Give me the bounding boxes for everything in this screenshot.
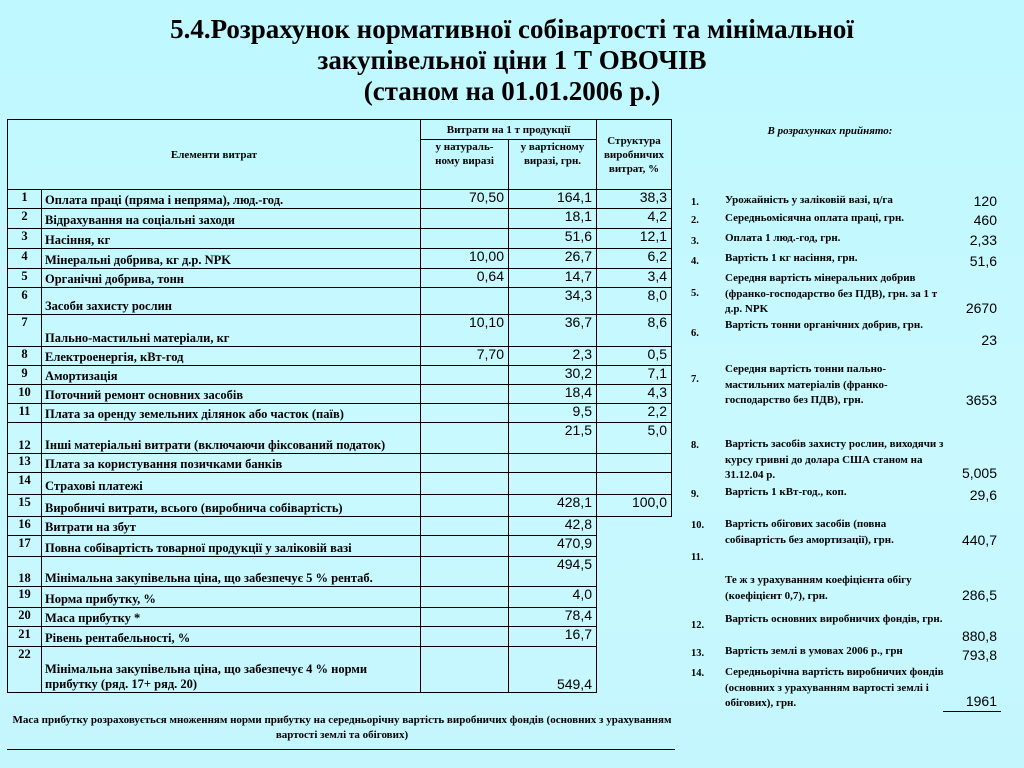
table-row [8, 315, 672, 347]
row-number: 19 [8, 587, 42, 608]
table-row [8, 229, 672, 249]
row-percent: 8,0 [597, 288, 672, 315]
table-row [8, 557, 672, 587]
row-name: Поточний ремонт основних засобів [42, 385, 421, 404]
row-percent: 38,3 [597, 190, 672, 209]
side-item-number: 12. [691, 620, 705, 631]
title-line-1: 5.4.Розрахунок нормативної собівартості та мінімальної [170, 14, 854, 44]
row-value: 18,1 [509, 209, 597, 229]
row-name: Норма прибутку, % [42, 587, 421, 608]
row-number: 7 [8, 315, 42, 347]
row-value: 34,3 [509, 288, 597, 315]
title-line-3: (станом на 01.01.2006 р.) [363, 76, 661, 106]
row-name: Плата за користування позичками банків [42, 454, 421, 473]
row-natural [421, 423, 509, 454]
table-row [8, 366, 672, 385]
row-number: 13 [8, 454, 42, 473]
side-item-label: Середньорічна вартість виробничих фондів (основних з урахуванням вартості землі і обігових), грн. [725, 666, 944, 709]
row-value: 549,4 [509, 647, 597, 693]
row-name: Амортизація [42, 366, 421, 385]
row-percent: 8,6 [597, 315, 672, 347]
row-number: 12 [8, 423, 42, 454]
table-row [8, 536, 672, 557]
side-item-label: Вартість землі в умовах 2006 р., грн [725, 645, 903, 657]
table-row [8, 269, 672, 288]
row-number: 8 [8, 347, 42, 366]
row-value: 16,7 [509, 627, 597, 647]
side-item-number: 3. [691, 236, 699, 247]
row-percent: 12,1 [597, 229, 672, 249]
row-natural [421, 288, 509, 315]
row-value: 18,4 [509, 385, 597, 404]
header-costs-per-t: Витрати на 1 т продукції [421, 120, 597, 140]
row-natural [421, 517, 509, 536]
table-row [8, 190, 672, 209]
side-item-label: Середня вартість мінеральних добрив (франко-господарство без ПДВ), грн. за 1 т д.р. NPK [725, 272, 938, 315]
row-number: 14 [8, 473, 42, 495]
side-item-value: 120 [973, 193, 997, 209]
table-row [8, 209, 672, 229]
row-name: Пально-мастильні матеріали, кг [42, 315, 421, 347]
side-item-label: Вартість основних виробничих фондів, грн. [725, 613, 943, 625]
row-number: 2 [8, 209, 42, 229]
row-percent: 6,2 [597, 249, 672, 269]
row-value: 78,4 [509, 608, 597, 627]
side-item-number: 8. [691, 440, 699, 451]
row-percent: 4,2 [597, 209, 672, 229]
row-number: 6 [8, 288, 42, 315]
table-row [8, 423, 672, 454]
side-item-value: 29,6 [969, 487, 997, 503]
row-value: 494,5 [509, 557, 597, 587]
row-percent: 7,1 [597, 366, 672, 385]
table-row [8, 385, 672, 404]
table-row [8, 347, 672, 366]
row-natural [421, 608, 509, 627]
side-item-label: Вартість 1 кВт-год., коп. [725, 486, 847, 498]
row-value: 21,5 [509, 423, 597, 454]
table-row [8, 495, 672, 517]
row-percent: 0,5 [597, 347, 672, 366]
row-value: 36,7 [509, 315, 597, 347]
row-name: Плата за оренду земельних ділянок або часток (паїв) [42, 404, 421, 423]
side-item-value: 793,8 [961, 647, 997, 663]
page-title [0, 14, 1024, 107]
row-number: 10 [8, 385, 42, 404]
header-structure: Структура виробничих витрат, % [597, 120, 672, 190]
row-value: 4,0 [509, 587, 597, 608]
side-title: В розрахунках прийнято: [767, 125, 893, 137]
row-name: Маса прибутку * [42, 608, 421, 627]
row-natural: 70,50 [421, 190, 509, 209]
row-natural: 10,10 [421, 315, 509, 347]
table-row [8, 473, 672, 495]
side-item-label: Вартість обігових засобів (повна собівартість без амортизації), грн. [725, 518, 894, 546]
side-item-label: Вартість тонни органічних добрив, грн. [725, 319, 923, 331]
row-name: Інші матеріальні витрати (включаючи фіксований податок) [42, 423, 421, 454]
row-name: Виробничі витрати, всього (виробнича собівартість) [42, 495, 421, 517]
row-value: 42,8 [509, 517, 597, 536]
side-item-number: 7. [691, 374, 699, 385]
row-natural [421, 587, 509, 608]
row-number: 18 [8, 557, 42, 587]
header-value: у вартісному виразі, грн. [509, 140, 597, 190]
row-natural [421, 627, 509, 647]
row-value: 470,9 [509, 536, 597, 557]
table-row [8, 288, 672, 315]
side-item-number: 9. [691, 489, 699, 500]
footnote: Маса прибутку розраховується множенням норми прибутку на середньорічну вартість виробничих фондів (основних з урахуванням вартості землі та обігових) [12, 714, 672, 741]
row-name: Відрахування на соціальні заходи [42, 209, 421, 229]
side-item-value: 286,5 [961, 587, 997, 603]
side-item-label: Середня вартість тонни пально-мастильних матеріалів (франко-господарство без ПДВ), грн. [725, 363, 888, 406]
side-item-label: Вартість 1 кг насіння, грн. [725, 252, 858, 264]
row-value: 2,3 [509, 347, 597, 366]
row-natural [421, 454, 509, 473]
side-item-value: 23 [981, 332, 997, 348]
row-value: 14,7 [509, 269, 597, 288]
row-number: 11 [8, 404, 42, 423]
cost-table-body [8, 120, 672, 693]
row-value: 51,6 [509, 229, 597, 249]
row-percent [597, 454, 672, 473]
side-item-value: 2670 [965, 300, 997, 316]
row-natural [421, 473, 509, 495]
side-item-value: 1961 [965, 693, 997, 709]
side-item-number: 11. [691, 552, 704, 563]
side-rule [943, 711, 1001, 712]
header-elements: Елементи витрат [8, 120, 421, 190]
row-number: 15 [8, 495, 42, 517]
row-value: 30,2 [509, 366, 597, 385]
title-line-2: закупівельної ціни 1 Т ОВОЧІВ [317, 45, 707, 75]
row-number: 21 [8, 627, 42, 647]
side-item-number: 4. [691, 256, 699, 267]
row-natural [421, 647, 509, 693]
side-item-label: Оплата 1 люд.-год, грн. [725, 232, 841, 244]
row-value: 164,1 [509, 190, 597, 209]
table-row [8, 404, 672, 423]
side-item-value: 2,33 [969, 232, 997, 248]
table-row [8, 647, 672, 693]
row-number: 20 [8, 608, 42, 627]
row-number: 9 [8, 366, 42, 385]
header-natural: у натураль-ному виразі [421, 140, 509, 190]
footnote-rule [7, 749, 675, 750]
cost-table [7, 119, 672, 693]
row-number: 1 [8, 190, 42, 209]
side-item-value: 3653 [965, 392, 997, 408]
side-item-value: 880,8 [961, 628, 997, 644]
side-item-number: 14. [691, 668, 705, 679]
row-name: Оплата праці (пряма і непряма), люд.-год. [42, 190, 421, 209]
empty-cell [597, 517, 672, 693]
row-name: Насіння, кг [42, 229, 421, 249]
row-name: Повна собівартість товарної продукції у заліковій вазі [42, 536, 421, 557]
row-natural [421, 385, 509, 404]
row-natural: 7,70 [421, 347, 509, 366]
row-natural: 10,00 [421, 249, 509, 269]
row-value: 26,7 [509, 249, 597, 269]
row-name: Засоби захисту рослин [42, 288, 421, 315]
row-percent: 2,2 [597, 404, 672, 423]
row-percent: 3,4 [597, 269, 672, 288]
side-item-value: 51,6 [969, 253, 997, 269]
row-name: Мінеральні добрива, кг д.р. NPK [42, 249, 421, 269]
row-number: 4 [8, 249, 42, 269]
row-value: 9,5 [509, 404, 597, 423]
row-percent: 100,0 [597, 495, 672, 517]
row-number: 17 [8, 536, 42, 557]
row-name: Органічні добрива, тонн [42, 269, 421, 288]
row-name: Страхові платежі [42, 473, 421, 495]
side-item-number: 6. [691, 328, 699, 339]
row-natural [421, 495, 509, 517]
row-name: Витрати на збут [42, 517, 421, 536]
row-value: 428,1 [509, 495, 597, 517]
row-number: 3 [8, 229, 42, 249]
side-item-number: 2. [691, 215, 699, 226]
row-name: Електроенергія, кВт-год [42, 347, 421, 366]
side-item-label: Середньомісячна оплата праці, грн. [725, 212, 905, 224]
table-row [8, 249, 672, 269]
row-percent: 4,3 [597, 385, 672, 404]
side-item-number: 5. [691, 288, 699, 299]
side-item-value: 5,005 [961, 465, 997, 481]
side-item-number: 1. [691, 197, 699, 208]
row-name: Мінімальна закупівельна ціна, що забезпечує 5 % рентаб. [42, 557, 421, 587]
row-name: Мінімальна закупівельна ціна, що забезпечує 4 % норми прибутку (ряд. 17+ ряд. 20) [42, 647, 421, 693]
table-row [8, 627, 672, 647]
side-item-label: Вартість засобів захисту рослин, виходячи з курсу гривні до долара США станом на 31.12.04 р. [725, 438, 944, 481]
table-row [8, 454, 672, 473]
row-value [509, 454, 597, 473]
row-natural [421, 209, 509, 229]
row-natural [421, 557, 509, 587]
side-item-value: 460 [973, 212, 997, 228]
side-item-number: 10. [691, 520, 705, 531]
side-item-label: Урожайність у заліковій вазі, ц/га [725, 194, 893, 206]
table-row [8, 517, 672, 536]
side-item-label: Те ж з урахуванням коефіцієнта обігу (коефіцієнт 0,7), грн. [725, 574, 912, 602]
row-number: 16 [8, 517, 42, 536]
row-number: 22 [8, 647, 42, 693]
row-name: Рівень рентабельності, % [42, 627, 421, 647]
row-natural [421, 229, 509, 249]
table-row [8, 608, 672, 627]
side-item-number: 13. [691, 648, 705, 659]
row-number: 5 [8, 269, 42, 288]
row-natural [421, 404, 509, 423]
row-percent [597, 473, 672, 495]
row-value [509, 473, 597, 495]
row-natural [421, 366, 509, 385]
row-percent: 5,0 [597, 423, 672, 454]
row-natural: 0,64 [421, 269, 509, 288]
side-item-value: 440,7 [961, 532, 997, 548]
table-row [8, 587, 672, 608]
row-natural [421, 536, 509, 557]
